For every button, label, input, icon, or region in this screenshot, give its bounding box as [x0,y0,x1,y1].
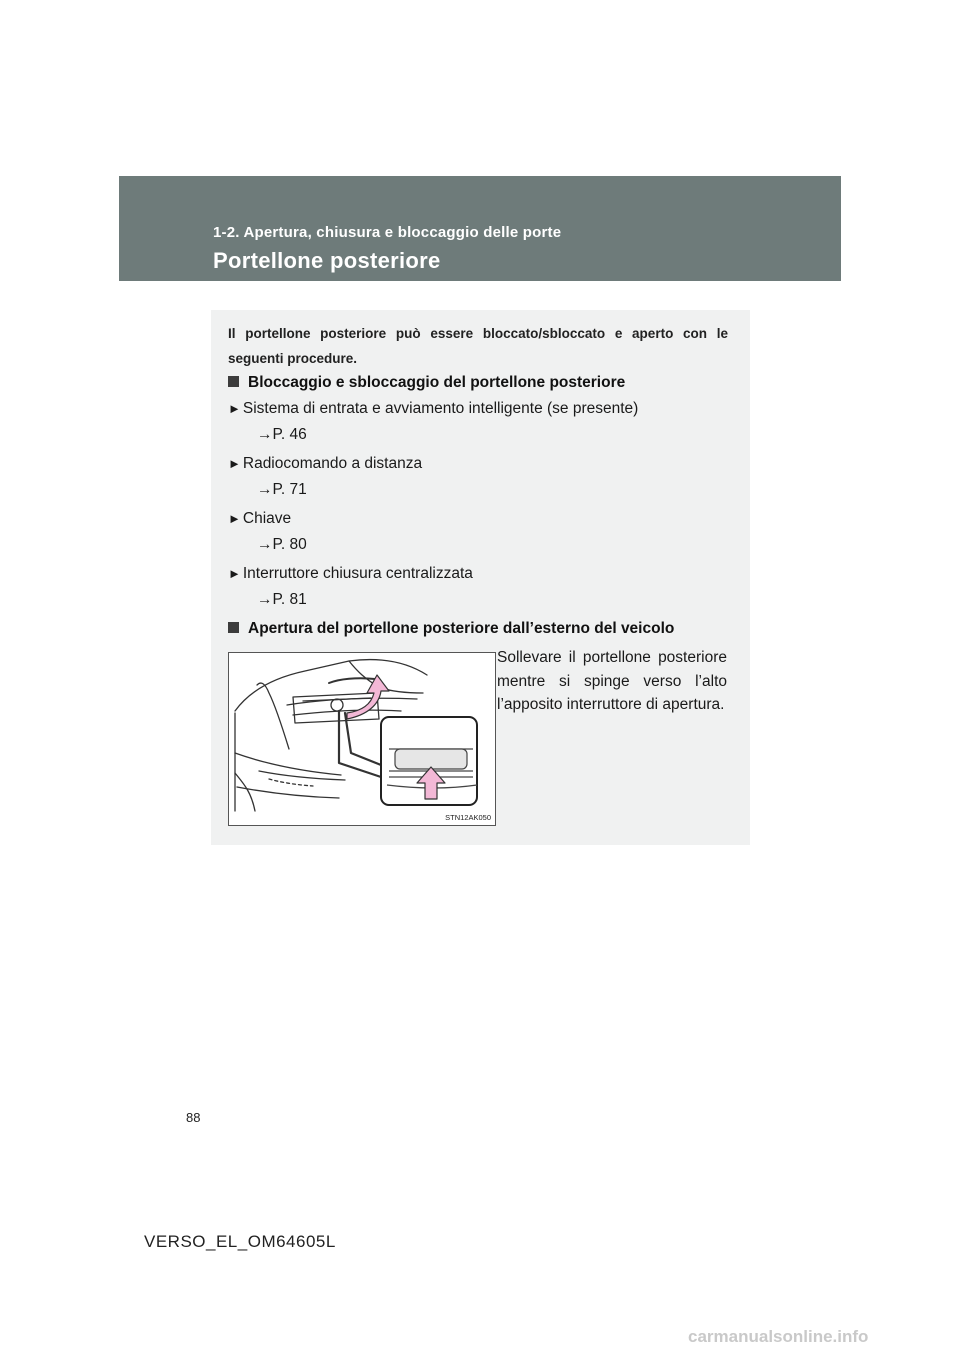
page-reference-text: P. 46 [272,426,307,443]
page-reference-link[interactable] [257,536,307,554]
page-reference-link[interactable] [257,426,307,444]
section-heading-locking-text: Bloccaggio e sbloccaggio del portellone posteriore [248,374,626,391]
arrow-right-icon: → [257,591,273,608]
back-door-drawing [229,653,495,825]
section-heading-opening [228,620,674,638]
triangle-bullet-icon: ► [228,456,241,471]
arrow-right-icon: → [257,426,273,443]
list-item-label: Interruttore chiusura centralizzata [242,565,473,582]
page-reference-link[interactable] [257,591,307,609]
triangle-bullet-icon: ► [228,401,241,416]
list-item-label: Radiocomando a distanza [242,455,423,472]
arrow-right-icon: → [257,481,273,498]
content-box [211,310,750,845]
arrow-right-icon: → [257,536,273,553]
list-item-smart-entry [228,400,638,418]
page-reference-text: P. 80 [272,536,307,553]
back-door-illustration [228,652,496,826]
section-heading-locking [228,374,625,392]
list-item-central-lock [228,565,473,583]
list-item-label: Sistema di entrata e avviamento intelligente (se presente) [242,400,639,417]
document-code: VERSO_EL_OM64605L [144,1232,336,1251]
list-item-key [228,510,291,528]
page-reference-link[interactable] [257,481,307,499]
chapter-header [119,176,841,281]
list-item-label: Chiave [242,510,292,527]
opening-instruction: Sollevare il portellone posteriore mentre si spinge verso l’alto l’apposito interruttore di apertura. [497,649,727,713]
page-title: Portellone posteriore [213,248,441,273]
page-reference-text: P. 81 [272,591,307,608]
list-item-remote [228,455,422,473]
triangle-bullet-icon: ► [228,566,241,581]
page-reference-text: P. 71 [272,481,307,498]
page-number: 88 [186,1110,201,1125]
watermark: carmanualsonline.info [688,1327,869,1346]
square-bullet-icon [228,376,239,387]
triangle-bullet-icon: ► [228,511,241,526]
square-bullet-icon [228,622,239,633]
figure-code: STN12AK050 [445,813,491,822]
section-label: 1-2. Apertura, chiusura e bloccaggio delle porte [213,224,562,241]
intro-paragraph: Il portellone posteriore può essere bloccato/sbloccato e aperto con le seguenti procedure. [228,326,728,366]
section-heading-opening-text: Apertura del portellone posteriore dall’esterno del veicolo [248,620,675,637]
